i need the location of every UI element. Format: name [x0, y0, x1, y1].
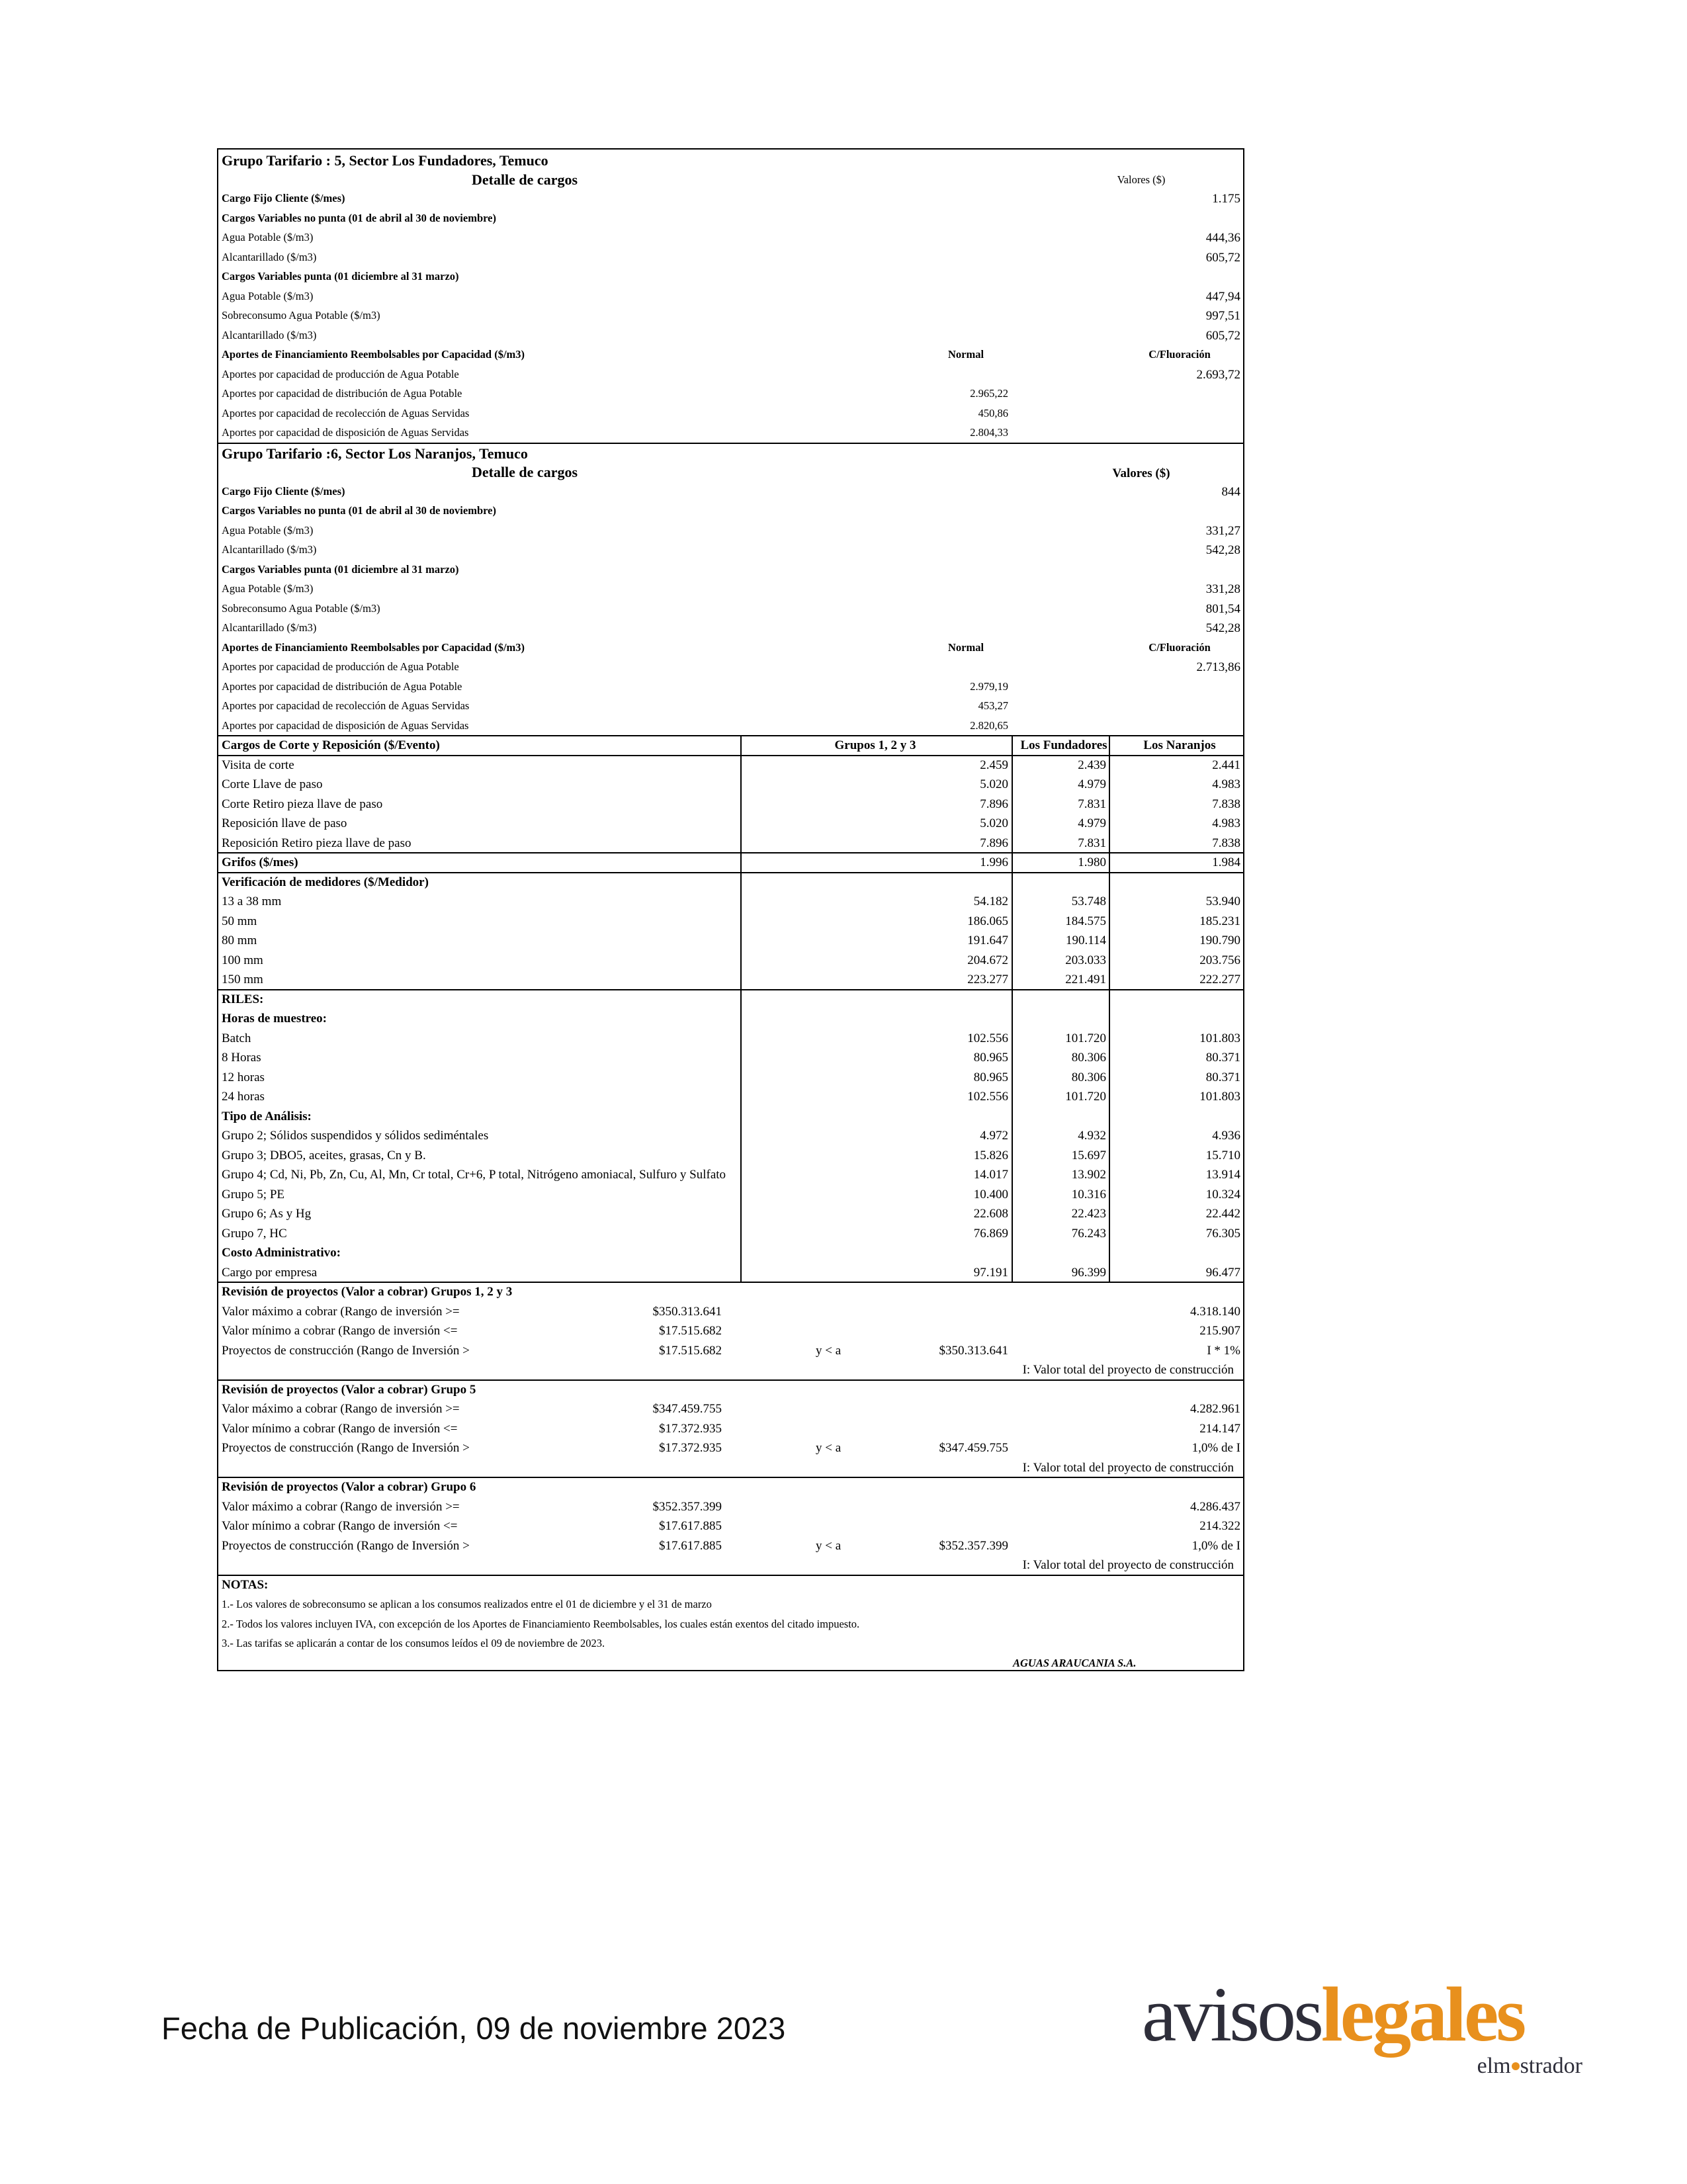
charges-table-row: [218, 1008, 1243, 1028]
revision-note: I: Valor total del proyecto de construcción: [1022, 1558, 1234, 1572]
revision-row: [218, 1438, 1243, 1458]
revision-note: I: Valor total del proyecto de construcción: [1022, 1460, 1234, 1475]
row-label: Agua Potable ($/m3): [222, 289, 314, 302]
value-naranjos: 190.790: [1199, 934, 1240, 947]
sec1-title: [218, 150, 1243, 169]
sec1-subtitle: [218, 169, 1243, 189]
revision-row: [218, 1516, 1243, 1536]
row-label: Cargo por empresa: [222, 1265, 318, 1280]
value-fundadores: 101.720: [1065, 1090, 1106, 1104]
row-label: Aportes por capacidad de recolección de Aguas Servidas: [222, 699, 470, 712]
value-grupos: 223.277: [967, 973, 1008, 986]
notes-title: [218, 1575, 1243, 1594]
row-label: Valor mínimo a cobrar (Rango de inversión <=: [222, 1324, 458, 1338]
value-fundadores: 184.575: [1065, 914, 1106, 928]
charge-value: 1,0% de I: [1191, 1538, 1240, 1553]
row-label: Aportes por capacidad de disposición de Aguas Servidas: [222, 426, 469, 439]
row-label: 8 Horas: [222, 1051, 261, 1065]
row-value: 605,72: [1205, 328, 1240, 343]
row-label: 80 mm: [222, 934, 257, 947]
value-naranjos: 80.371: [1205, 1051, 1240, 1065]
fluoracion-header: C/Fluoración: [1148, 348, 1211, 361]
value-fundadores: 4.979: [1078, 816, 1106, 830]
charges-table-row: [218, 1125, 1243, 1145]
row-label: Agua Potable ($/m3): [222, 523, 314, 537]
tariff-row: [218, 306, 1243, 326]
row-label: 150 mm: [222, 973, 263, 986]
revision-row: [218, 1340, 1243, 1360]
value-grupos: 15.826: [973, 1148, 1008, 1162]
revision-title: [218, 1282, 1243, 1301]
row-label: Costo Administrativo:: [222, 1246, 341, 1260]
value-grupos: 2.459: [980, 758, 1008, 772]
value-grupos: 5.020: [980, 777, 1008, 791]
row-label: 24 horas: [222, 1090, 265, 1104]
upper-amount: $352.357.399: [939, 1538, 1008, 1553]
row-label: Tipo de Análisis:: [222, 1109, 312, 1123]
value-fundadores: 203.033: [1065, 953, 1106, 967]
column-divider: [1109, 735, 1110, 1282]
row-label: Valor máximo a cobrar (Rango de inversión >=: [222, 1304, 460, 1319]
charges-table-title: Cargos de Corte y Reposición ($/Evento): [222, 738, 440, 752]
logo-sub-a: elm: [1477, 2054, 1511, 2078]
value-fundadores: 80.306: [1071, 1070, 1106, 1084]
tariff-row: [218, 247, 1243, 267]
value-fundadores: 7.831: [1078, 836, 1106, 850]
value-naranjos: 53.940: [1205, 895, 1240, 908]
revision-row: [218, 1301, 1243, 1321]
tariff-row: [218, 716, 1243, 736]
value-naranjos: 7.838: [1212, 836, 1240, 850]
value-naranjos: 1.984: [1212, 855, 1240, 869]
value-grupos: 80.965: [973, 1070, 1008, 1084]
value-fundadores: 15.697: [1071, 1148, 1106, 1162]
row-label: Aportes por capacidad de disposición de Aguas Servidas: [222, 719, 469, 732]
row-value: 2.693,72: [1196, 367, 1240, 382]
note-text: 2.- Todos los valores incluyen IVA, con excepción de los Aportes de Financiamiento Reembolsables, los cuales están exentos del citado impuesto.: [222, 1617, 860, 1630]
value-naranjos: 185.231: [1199, 914, 1240, 928]
investment-amount: $17.372.935: [659, 1441, 722, 1455]
charges-table-row: [218, 1028, 1243, 1048]
revision-title: [218, 1477, 1243, 1497]
row-label: Agua Potable ($/m3): [222, 582, 314, 595]
row-label: Grupo 4; Cd, Ni, Pb, Zn, Cu, Al, Mn, Cr total, Cr+6, P total, Nitrógeno amoniacal, Sulfuro y Sulfato: [222, 1168, 726, 1182]
tariff-row: [218, 560, 1243, 580]
revision-row: [218, 1399, 1243, 1419]
logo-sub-b: strador: [1520, 2054, 1582, 2078]
note-item: [218, 1633, 1243, 1653]
tariff-row: [218, 326, 1243, 345]
charges-table-row: [218, 1203, 1243, 1223]
value-naranjos: 13.914: [1205, 1168, 1240, 1182]
row-value: 997,51: [1205, 309, 1240, 323]
revision-row: [218, 1536, 1243, 1555]
tariff-row: [218, 423, 1243, 443]
value-grupos: 76.869: [973, 1226, 1008, 1241]
value-naranjos: 10.324: [1205, 1187, 1240, 1201]
value-fundadores: 13.902: [1071, 1168, 1106, 1182]
row-label: Visita de corte: [222, 758, 294, 772]
section-subtitle: Detalle de cargos: [471, 171, 578, 188]
note-item: [218, 1614, 1243, 1634]
tariff-row: [218, 657, 1243, 677]
charges-table-row: [218, 1145, 1243, 1165]
row-label: Grupo 2; Sólidos suspendidos y sólidos sediméntales: [222, 1129, 489, 1143]
logo-word-legales: legales: [1321, 1971, 1524, 2058]
charges-table-row: [218, 794, 1243, 814]
section-title: Grupo Tarifario : 5, Sector Los Fundadores, Temuco: [222, 152, 548, 169]
column-header-naranjos: Los Naranjos: [1143, 738, 1216, 752]
tariff-row: [218, 345, 1243, 365]
investment-amount: $17.617.885: [659, 1519, 722, 1533]
charge-value: 1,0% de I: [1191, 1441, 1240, 1455]
tariff-document: [217, 148, 1244, 1671]
sec2-subtitle: [218, 462, 1243, 482]
value-grupos: 5.020: [980, 816, 1008, 830]
charges-table-row: [218, 1243, 1243, 1262]
tariff-row: [218, 638, 1243, 658]
charge-value: I * 1%: [1207, 1343, 1240, 1358]
tariff-row: [218, 540, 1243, 560]
column-header-fundadores: Los Fundadores: [1020, 738, 1107, 752]
value-fundadores: 190.114: [1065, 934, 1106, 947]
tariff-row: [218, 404, 1243, 423]
section-subtitle: Detalle de cargos: [471, 464, 578, 480]
investment-amount: $350.313.641: [652, 1304, 722, 1319]
row-label: Cargo Fijo Cliente ($/mes): [222, 484, 345, 498]
row-label: Aportes de Financiamiento Reembolsables por Capacidad ($/m3): [222, 348, 525, 361]
section-title: Grupo Tarifario :6, Sector Los Naranjos, Temuco: [222, 445, 528, 462]
avisos-legales-logo: [1142, 1971, 1596, 2081]
row-label: Valor mínimo a cobrar (Rango de inversión <=: [222, 1421, 458, 1436]
row-value: 542,28: [1205, 543, 1240, 557]
value-naranjos: 203.756: [1199, 953, 1240, 967]
tariff-row: [218, 384, 1243, 404]
value-fundadores: 96.399: [1071, 1265, 1106, 1280]
row-label: Cargos Variables no punta (01 de abril al 30 de noviembre): [222, 504, 496, 517]
value-fundadores: 4.979: [1078, 777, 1106, 791]
row-label: Alcantarillado ($/m3): [222, 250, 317, 263]
row-value: 444,36: [1205, 231, 1240, 245]
row-label: Proyectos de construcción (Rango de Inversión >: [222, 1538, 470, 1553]
revision-row: [218, 1497, 1243, 1516]
charges-table-row: [218, 1047, 1243, 1067]
value-naranjos: 76.305: [1205, 1226, 1240, 1241]
revision-note: I: Valor total del proyecto de construcción: [1022, 1363, 1234, 1377]
row-label: Verificación de medidores ($/Medidor): [222, 875, 429, 889]
row-label: Valor máximo a cobrar (Rango de inversión >=: [222, 1499, 460, 1514]
value-grupos: 10.400: [973, 1187, 1008, 1201]
charges-table-row: [218, 1067, 1243, 1087]
row-value: 844: [1221, 484, 1240, 499]
row-label: 12 horas: [222, 1070, 265, 1084]
investment-amount: $17.515.682: [659, 1324, 722, 1338]
sec2-title: [218, 443, 1243, 462]
upper-amount: $347.459.755: [939, 1441, 1008, 1455]
value-fundadores: 2.439: [1078, 758, 1106, 772]
value-naranjos: 4.983: [1212, 816, 1240, 830]
revision-note: [218, 1555, 1243, 1575]
note-item: [218, 1594, 1243, 1614]
row-label: Aportes por capacidad de distribución de Agua Potable: [222, 387, 462, 400]
note-text: 3.- Las tarifas se aplicarán a contar de los consumos leídos el 09 de noviembre de 2023.: [222, 1637, 605, 1649]
row-label: Reposición Retiro pieza llave de paso: [222, 836, 411, 850]
row-label: Aportes por capacidad de distribución de Agua Potable: [222, 679, 462, 693]
values-header: Valores ($): [1112, 466, 1170, 480]
logo-word-avisos: avisos: [1142, 1971, 1321, 2058]
value-grupos: 186.065: [967, 914, 1008, 928]
notes-title: NOTAS:: [222, 1577, 269, 1592]
row-label: Grupo 7, HC: [222, 1226, 287, 1241]
charges-table-row: [218, 852, 1243, 872]
normal-value: 2.820,65: [970, 719, 1008, 732]
row-label: Alcantarillado ($/m3): [222, 621, 317, 634]
charges-table-row: [218, 1106, 1243, 1126]
value-naranjos: 101.803: [1199, 1031, 1240, 1045]
value-naranjos: 15.710: [1205, 1148, 1240, 1162]
value-naranjos: 96.477: [1205, 1265, 1240, 1280]
charge-value: 4.282.961: [1190, 1402, 1240, 1416]
revision-title: Revisión de proyectos (Valor a cobrar) Grupo 6: [222, 1480, 476, 1494]
tariff-row: [218, 618, 1243, 638]
tariff-row: [218, 599, 1243, 619]
tariff-row: [218, 677, 1243, 697]
value-grupos: 54.182: [973, 895, 1008, 908]
range-condition: y < a: [816, 1538, 842, 1553]
row-value: 2.713,86: [1196, 660, 1240, 674]
tariff-row: [218, 696, 1243, 716]
row-label: Cargos Variables punta (01 diciembre al 31 marzo): [222, 562, 459, 576]
tariff-row: [218, 286, 1243, 306]
tariff-row: [218, 365, 1243, 384]
value-fundadores: 22.423: [1071, 1207, 1106, 1221]
investment-amount: $17.617.885: [659, 1538, 722, 1553]
row-label: Valor máximo a cobrar (Rango de inversión >=: [222, 1402, 460, 1416]
charges-table-row: [218, 1086, 1243, 1106]
row-value: 801,54: [1205, 601, 1240, 616]
value-naranjos: 4.983: [1212, 777, 1240, 791]
value-grupos: 7.896: [980, 836, 1008, 850]
row-value: 331,27: [1205, 523, 1240, 538]
charges-table-row: [218, 872, 1243, 892]
charges-table-row: [218, 833, 1243, 853]
value-naranjos: 222.277: [1199, 973, 1240, 986]
row-label: Batch: [222, 1031, 251, 1045]
tariff-row: [218, 482, 1243, 502]
row-label: Aportes de Financiamiento Reembolsables por Capacidad ($/m3): [222, 640, 525, 654]
value-naranjos: 7.838: [1212, 797, 1240, 811]
row-label: Aportes por capacidad de recolección de Aguas Servidas: [222, 406, 470, 419]
column-divider: [740, 735, 742, 1282]
revision-title: Revisión de proyectos (Valor a cobrar) Grupos 1, 2 y 3: [222, 1285, 513, 1299]
row-label: Sobreconsumo Agua Potable ($/m3): [222, 601, 380, 615]
normal-header: Normal: [947, 640, 984, 654]
tariff-row: [218, 267, 1243, 286]
investment-amount: $347.459.755: [652, 1402, 722, 1416]
publication-date: Fecha de Publicación, 09 de noviembre 2023: [161, 2011, 786, 2046]
row-label: Cargos Variables no punta (01 de abril al 30 de noviembre): [222, 211, 496, 224]
value-fundadores: 10.316: [1071, 1187, 1106, 1201]
charge-value: 215.907: [1199, 1324, 1240, 1338]
charges-table-row: [218, 969, 1243, 989]
row-label: Grupo 6; As y Hg: [222, 1207, 312, 1221]
row-label: Horas de muestreo:: [222, 1012, 327, 1026]
column-header-grupos: Grupos 1, 2 y 3: [834, 738, 916, 752]
normal-value: 2.804,33: [970, 426, 1008, 439]
charge-value: 214.147: [1199, 1421, 1240, 1436]
value-grupos: 102.556: [967, 1090, 1008, 1104]
charge-value: 4.286.437: [1190, 1499, 1240, 1514]
row-label: Valor mínimo a cobrar (Rango de inversión <=: [222, 1519, 458, 1533]
charges-table-row: [218, 755, 1243, 775]
row-label: Grifos ($/mes): [222, 855, 298, 869]
charges-table-header: [218, 735, 1243, 755]
charges-table-row: [218, 813, 1243, 833]
row-label: RILES:: [222, 992, 264, 1006]
row-value: 447,94: [1205, 289, 1240, 304]
row-value: 331,28: [1205, 582, 1240, 596]
row-value: 1.175: [1212, 192, 1240, 206]
tariff-row: [218, 208, 1243, 228]
charges-table-row: [218, 1262, 1243, 1282]
value-grupos: 97.191: [973, 1265, 1008, 1280]
value-fundadores: 7.831: [1078, 797, 1106, 811]
revision-row: [218, 1419, 1243, 1438]
value-fundadores: 221.491: [1065, 973, 1106, 986]
revision-row: [218, 1321, 1243, 1340]
investment-amount: $352.357.399: [652, 1499, 722, 1514]
value-grupos: 7.896: [980, 797, 1008, 811]
range-condition: y < a: [816, 1343, 842, 1358]
value-fundadores: 53.748: [1071, 895, 1106, 908]
row-label: Reposición llave de paso: [222, 816, 347, 830]
normal-value: 2.979,19: [970, 679, 1008, 693]
range-condition: y < a: [816, 1441, 842, 1455]
row-label: Corte Llave de paso: [222, 777, 323, 791]
charges-table-row: [218, 989, 1243, 1009]
signature-row: [218, 1653, 1243, 1673]
value-grupos: 1.996: [980, 855, 1008, 869]
note-text: 1.- Los valores de sobreconsumo se aplican a los consumos realizados entre el 01 de diciembre y el 31 de marzo: [222, 1598, 712, 1610]
charges-table-row: [218, 774, 1243, 794]
row-label: Alcantarillado ($/m3): [222, 328, 317, 341]
value-grupos: 102.556: [967, 1031, 1008, 1045]
logo-dot-icon: [1512, 2062, 1520, 2070]
upper-amount: $350.313.641: [939, 1343, 1008, 1358]
row-label: Grupo 5; PE: [222, 1187, 284, 1201]
tariff-row: [218, 521, 1243, 541]
charges-table-row: [218, 950, 1243, 970]
value-grupos: 80.965: [973, 1051, 1008, 1065]
charges-table-row: [218, 1164, 1243, 1184]
column-divider: [1012, 735, 1013, 1282]
value-naranjos: 2.441: [1212, 758, 1240, 772]
revision-title: [218, 1379, 1243, 1399]
row-label: Alcantarillado ($/m3): [222, 543, 317, 556]
value-grupos: 14.017: [973, 1168, 1008, 1182]
value-grupos: 204.672: [967, 953, 1008, 967]
value-grupos: 4.972: [980, 1129, 1008, 1143]
row-label: 50 mm: [222, 914, 257, 928]
value-fundadores: 1.980: [1078, 855, 1106, 869]
charges-table-row: [218, 1223, 1243, 1243]
revision-title: Revisión de proyectos (Valor a cobrar) Grupo 5: [222, 1382, 476, 1397]
row-label: 100 mm: [222, 953, 263, 967]
investment-amount: $17.515.682: [659, 1343, 722, 1358]
revision-note: [218, 1360, 1243, 1379]
tariff-row: [218, 228, 1243, 247]
value-fundadores: 76.243: [1071, 1226, 1106, 1241]
row-label: Cargos Variables punta (01 diciembre al 31 marzo): [222, 270, 459, 283]
normal-value: 450,86: [978, 406, 1008, 419]
charge-value: 4.318.140: [1190, 1304, 1240, 1319]
value-fundadores: 80.306: [1071, 1051, 1106, 1065]
normal-value: 2.965,22: [970, 387, 1008, 400]
revision-note: [218, 1458, 1243, 1477]
tariff-row: [218, 579, 1243, 599]
row-value: 542,28: [1205, 621, 1240, 635]
value-naranjos: 101.803: [1199, 1090, 1240, 1104]
charges-table-row: [218, 1184, 1243, 1204]
row-label: Aportes por capacidad de producción de Agua Potable: [222, 367, 459, 380]
fluoracion-header: C/Fluoración: [1148, 640, 1211, 654]
row-label: Agua Potable ($/m3): [222, 231, 314, 243]
value-fundadores: 101.720: [1065, 1031, 1106, 1045]
value-grupos: 191.647: [967, 934, 1008, 947]
investment-amount: $17.372.935: [659, 1421, 722, 1436]
charges-table-row: [218, 911, 1243, 931]
charge-value: 214.322: [1199, 1519, 1240, 1533]
charges-table-row: [218, 930, 1243, 950]
value-grupos: 22.608: [973, 1207, 1008, 1221]
row-label: Corte Retiro pieza llave de paso: [222, 797, 383, 811]
value-naranjos: 22.442: [1205, 1207, 1240, 1221]
row-value: 605,72: [1205, 250, 1240, 265]
value-fundadores: 4.932: [1078, 1129, 1106, 1143]
value-naranjos: 4.936: [1212, 1129, 1240, 1143]
value-naranjos: 80.371: [1205, 1070, 1240, 1084]
row-label: Proyectos de construcción (Rango de Inversión >: [222, 1343, 470, 1358]
normal-header: Normal: [947, 348, 984, 361]
row-label: Cargo Fijo Cliente ($/mes): [222, 192, 345, 204]
normal-value: 453,27: [978, 699, 1008, 712]
row-label: Proyectos de construcción (Rango de Inversión >: [222, 1441, 470, 1455]
values-header: Valores ($): [1117, 173, 1166, 186]
tariff-row: [218, 501, 1243, 521]
row-label: 13 a 38 mm: [222, 895, 282, 908]
tariff-row: [218, 189, 1243, 208]
charges-table-row: [218, 891, 1243, 911]
row-label: Grupo 3; DBO5, aceites, grasas, Cn y B.: [222, 1148, 426, 1162]
company-signature: AGUAS ARAUCANIA S.A.: [1013, 1656, 1137, 1669]
row-label: Sobreconsumo Agua Potable ($/m3): [222, 309, 380, 322]
row-label: Aportes por capacidad de producción de Agua Potable: [222, 660, 459, 673]
